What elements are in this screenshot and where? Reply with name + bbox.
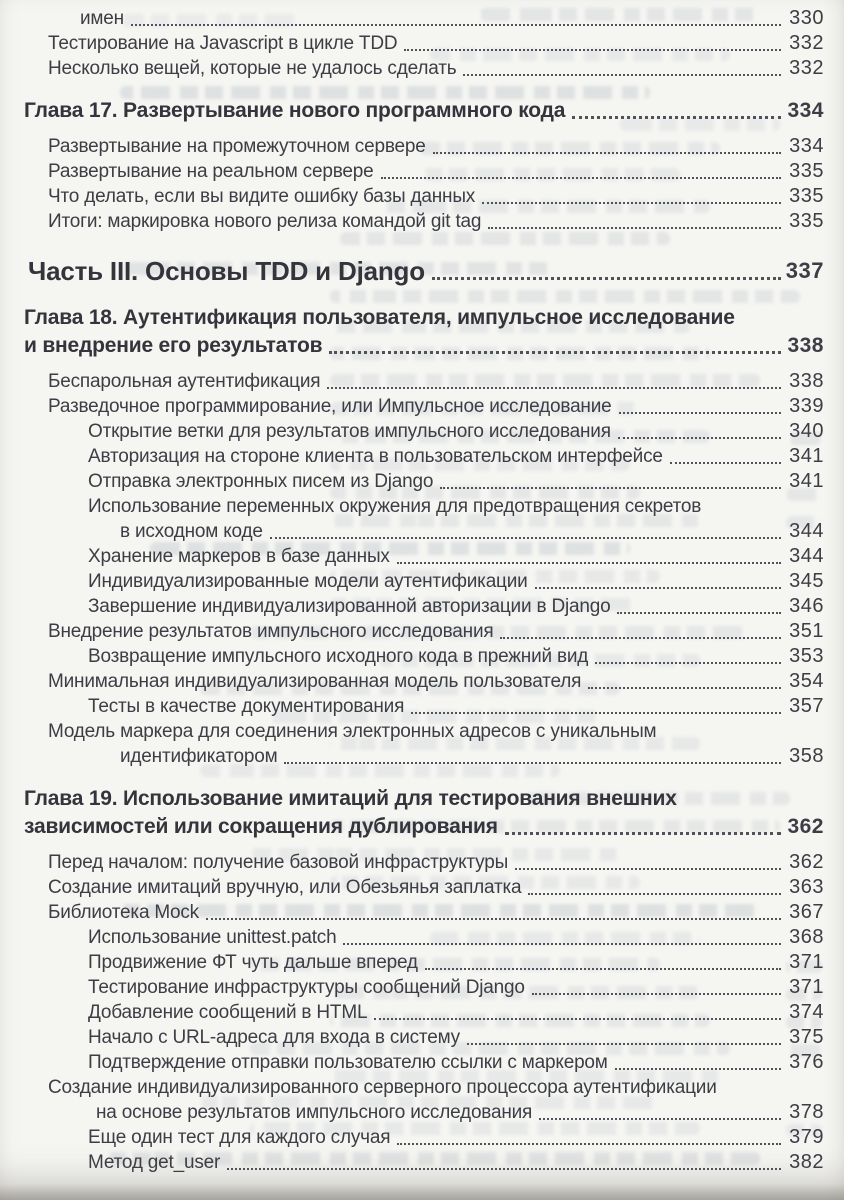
toc-entry-title: в исходном коде — [120, 521, 263, 542]
chapter-heading — [0, 813, 824, 841]
page-number: 335 — [789, 160, 824, 182]
toc-entry-title: Развертывание на реальном сервере — [48, 161, 374, 182]
page-number: 358 — [789, 745, 824, 767]
toc-entry — [0, 569, 824, 594]
toc-entry-title: Индивидуализированные модели аутентификации — [88, 571, 528, 592]
dot-leader — [528, 893, 781, 895]
page-number: 345 — [789, 570, 824, 592]
dot-leader — [535, 587, 781, 589]
dot-leader — [425, 968, 781, 970]
dot-leader — [440, 487, 781, 489]
toc-entry-title: идентификатором — [120, 746, 278, 767]
dot-leader — [433, 152, 781, 154]
toc-entry-title: и внедрение его результатов — [24, 334, 323, 357]
toc-entry — [0, 1000, 824, 1025]
dot-leader — [131, 24, 781, 26]
page-number: 334 — [787, 99, 824, 122]
toc-entry — [0, 950, 824, 975]
toc-entry-title: на основе результатов импульсного исследования — [96, 1102, 533, 1123]
dot-leader — [500, 637, 781, 639]
page-number: 335 — [789, 210, 824, 232]
dot-leader — [588, 687, 781, 689]
toc-entry-title: Подтверждение отправки пользователю ссылки с маркером — [88, 1052, 608, 1073]
toc-entry — [0, 469, 824, 494]
dot-leader — [270, 537, 781, 539]
page-number: 351 — [789, 620, 824, 642]
toc-entry-title: Продвижение ФТ чуть дальше вперед — [88, 952, 418, 973]
toc-entry-title: Часть III. Основы TDD и Django — [28, 256, 425, 286]
page-number: 341 — [789, 445, 824, 467]
dot-leader — [482, 202, 781, 204]
toc-entry — [0, 394, 824, 419]
dot-leader — [539, 1118, 781, 1120]
dot-leader — [572, 116, 781, 119]
page-number: 338 — [789, 370, 824, 392]
page-number: 363 — [789, 876, 824, 898]
toc-entry — [0, 209, 824, 234]
page-number: 362 — [789, 851, 824, 873]
dot-leader — [615, 1068, 781, 1070]
dot-leader — [467, 1043, 781, 1045]
toc-entry — [0, 619, 824, 644]
toc-entry-title: Итоги: маркировка нового релиза командой git tag — [48, 211, 482, 232]
toc-entry-title: Тестирование инфраструктуры сообщений Django — [88, 977, 525, 998]
dot-leader — [619, 412, 781, 414]
toc-entry — [0, 494, 824, 519]
toc-entry — [0, 875, 824, 900]
dot-leader — [206, 918, 781, 920]
toc-entry — [0, 669, 824, 694]
toc-entry — [0, 6, 824, 31]
toc-entry-title: Использование unittest.patch — [88, 927, 337, 948]
toc-entry-title: Открытие ветки для результатов импульсного исследования — [88, 421, 611, 442]
dot-leader — [515, 868, 781, 870]
toc-entry — [0, 134, 824, 159]
page-number: 346 — [789, 595, 824, 617]
page-number: 379 — [789, 1126, 824, 1148]
toc-entry — [0, 544, 824, 569]
toc-entry-title: Авторизация на стороне клиента в пользовательском интерфейсе — [88, 446, 663, 467]
chapter-heading — [0, 785, 824, 813]
toc-entry — [0, 56, 824, 81]
toc-entry — [0, 694, 824, 719]
toc-entry — [0, 900, 824, 925]
page-number: 371 — [789, 951, 824, 973]
toc-entry — [0, 1100, 824, 1125]
dot-leader — [488, 227, 781, 229]
page-number: 375 — [789, 1026, 824, 1048]
toc-entry-title: Глава 18. Аутентификация пользователя, импульсное исследование — [24, 306, 735, 329]
toc-entry-title: Глава 17. Развертывание нового программного кода — [24, 99, 566, 122]
toc-entry-title: Библиотека Mock — [48, 902, 199, 923]
page-number: 338 — [787, 334, 824, 357]
page-number: 341 — [789, 470, 824, 492]
toc-entry — [0, 644, 824, 669]
dot-leader — [505, 832, 781, 835]
toc-entry — [0, 184, 824, 209]
page-number: 344 — [789, 545, 824, 567]
toc-entry-title: Минимальная индивидуализированная модель пользователя — [48, 671, 582, 692]
toc-entry-title: Что делать, если вы видите ошибку базы данных — [48, 186, 476, 207]
toc-entry-title: Использование переменных окружения для предотвращения секретов — [88, 496, 702, 517]
toc-entry-title: Модель маркера для соединения электронных адресов с уникальным — [48, 721, 657, 742]
page-number: 376 — [789, 1051, 824, 1073]
page-number: 382 — [789, 1151, 824, 1173]
toc-entry-title: Внедрение результатов импульсного исследования — [48, 621, 494, 642]
toc-entry — [0, 744, 824, 769]
toc-entry-title: имен — [80, 8, 124, 29]
dot-leader — [617, 612, 781, 614]
page-number: 330 — [789, 7, 824, 29]
toc-entry — [0, 1075, 824, 1100]
part-heading — [0, 254, 824, 288]
page-number: 357 — [789, 695, 824, 717]
dot-leader — [327, 387, 781, 389]
toc-entry — [0, 159, 824, 184]
page-number: 362 — [787, 815, 824, 838]
toc-entry-title: Беспарольная аутентификация — [48, 371, 321, 392]
page-number: 367 — [789, 901, 824, 923]
chapter-heading — [0, 97, 824, 125]
page-number: 368 — [789, 926, 824, 948]
dot-leader — [618, 437, 781, 439]
dot-leader — [432, 277, 781, 280]
dot-leader — [463, 74, 781, 76]
toc-entry-title: Тесты в качестве документирования — [88, 696, 405, 717]
toc-entry-title: Начало с URL-адреса для входа в систему — [88, 1027, 460, 1048]
toc-entry-title: Разведочное программирование, или Импульсное исследование — [48, 396, 612, 417]
toc-entry-title: Добавление сообщений в HTML — [88, 1002, 368, 1023]
dot-leader — [411, 712, 781, 714]
dot-leader — [595, 662, 781, 664]
toc-entry-title: Тестирование на Javascript в цикле TDD — [48, 33, 398, 54]
toc-entry — [0, 1025, 824, 1050]
page-number: 339 — [789, 395, 824, 417]
dot-leader — [670, 462, 781, 464]
toc-entry — [0, 369, 824, 394]
chapter-heading — [0, 332, 824, 360]
page-number: 332 — [789, 57, 824, 79]
dot-leader — [227, 1168, 781, 1170]
dot-leader — [532, 993, 781, 995]
page-number: 374 — [789, 1001, 824, 1023]
toc-entry — [0, 719, 824, 744]
toc-entry-title: Возвращение импульсного исходного кода в прежний вид — [88, 646, 589, 667]
toc-entry-title: Глава 19. Использование имитаций для тестирования внешних — [24, 787, 677, 810]
toc-entry — [0, 419, 824, 444]
dot-leader — [329, 351, 781, 354]
chapter-heading — [0, 304, 824, 332]
toc-entry — [0, 1125, 824, 1150]
page-number: 334 — [789, 135, 824, 157]
dot-leader — [343, 943, 781, 945]
toc-entry-title: Еще один тест для каждого случая — [88, 1127, 391, 1148]
toc-entry — [0, 31, 824, 56]
toc-entry-title: Создание индивидуализированного серверного процессора аутентификации — [48, 1077, 717, 1098]
toc-entry-title: зависимостей или сокращения дублирования — [24, 815, 498, 838]
dot-leader — [397, 1143, 781, 1145]
page-number: 340 — [789, 420, 824, 442]
toc-entry-title: Перед началом: получение базовой инфраструктуры — [48, 852, 509, 873]
toc-entry-title: Метод get_user — [88, 1152, 221, 1173]
dot-leader — [404, 49, 781, 51]
page-edge-shadow — [0, 1184, 844, 1200]
toc-entry-title: Отправка электронных писем из Django — [88, 471, 434, 492]
toc-entry — [0, 594, 824, 619]
dot-leader — [381, 177, 781, 179]
dot-leader — [284, 762, 781, 764]
page-number: 353 — [789, 645, 824, 667]
toc-entry-title: Хранение маркеров в базе данных — [88, 546, 390, 567]
toc-entry-title: Несколько вещей, которые не удалось сделать — [48, 58, 457, 79]
toc-entry — [0, 519, 824, 544]
toc-entry-title: Развертывание на промежуточном сервере — [48, 136, 426, 157]
page-number: 378 — [789, 1101, 824, 1123]
page-number: 354 — [789, 670, 824, 692]
toc-entry-title: Создание имитаций вручную, или Обезьянья заплатка — [48, 877, 522, 898]
toc-entry-title: Завершение индивидуализированной авторизации в Django — [88, 596, 611, 617]
dot-leader — [374, 1018, 781, 1020]
dot-leader — [397, 562, 781, 564]
page-number: 371 — [789, 976, 824, 998]
page-number: 332 — [789, 32, 824, 54]
page-number: 337 — [785, 258, 824, 283]
toc-entry — [0, 444, 824, 469]
toc-entry — [0, 1050, 824, 1075]
toc-entry — [0, 1150, 824, 1175]
toc-entry — [0, 975, 824, 1000]
toc-entry — [0, 850, 824, 875]
page-number: 335 — [789, 185, 824, 207]
toc-entry — [0, 925, 824, 950]
page-number: 344 — [789, 520, 824, 542]
